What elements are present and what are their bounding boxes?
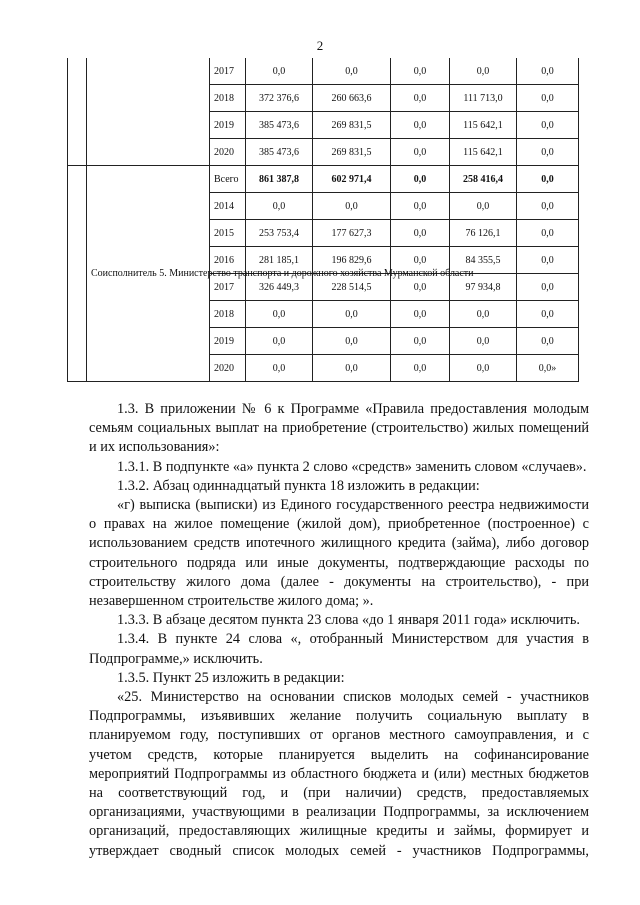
table-cell-v2: 0,0 [313,58,391,85]
table-cell-v2: 0,0 [313,193,391,220]
table-cell-v3: 0,0 [391,166,450,193]
table-cell-v2: 196 829,6 [313,247,391,274]
table-cell-v5: 0,0» [517,355,579,382]
table-cell-v1: 326 449,3 [246,274,313,301]
table-cell-number-empty [68,58,87,166]
table-cell-v2: 269 831,5 [313,139,391,166]
table-cell-v3: 0,0 [391,301,450,328]
table-cell-v1: 0,0 [246,193,313,220]
table-cell-v3: 0,0 [391,220,450,247]
budget-table [67,58,579,382]
table-cell-v4: 0,0 [450,58,517,85]
table-cell-year: 2017 [210,58,246,85]
table-cell-v1: 385 473,6 [246,139,313,166]
table-row [68,166,579,193]
paragraph-1-3: 1.3. В приложении № 6 к Программе «Правила предоставления молодым семьям социальных выплат на приобретение (строительство) жилых помещений и их использования»: [89,401,589,456]
table-cell-year: 2019 [210,328,246,355]
table-cell-v5: 0,0 [517,328,579,355]
paragraph-1-3-1: 1.3.1. В подпункте «а» пункта 2 слово «средств» заменить словом «случаев». [117,458,587,475]
table-cell-v1: 0,0 [246,355,313,382]
table-cell-v3: 0,0 [391,328,450,355]
table-cell-v3: 0,0 [391,193,450,220]
paragraph-1-3-3: 1.3.3. В абзаце десятом пункта 23 слова «до 1 января 2011 года» исключить. [117,612,580,629]
table-cell-v3: 0,0 [391,58,450,85]
table-cell-v1: 0,0 [246,328,313,355]
table-cell-year: 2015 [210,220,246,247]
table-cell-v4: 0,0 [450,328,517,355]
table-cell-year: 2017 [210,274,246,301]
table-cell-v5: 0,0 [517,85,579,112]
table-cell-number-empty [68,166,87,382]
table-cell-year: 2019 [210,112,246,139]
table-cell-v2: 177 627,3 [313,220,391,247]
table-cell-v5: 0,0 [517,301,579,328]
table-cell-year: 2020 [210,355,246,382]
table-cell-v4: 0,0 [450,355,517,382]
table-cell-v2: 260 663,6 [313,85,391,112]
table-cell-v5: 0,0 [517,220,579,247]
table-cell-v1: 0,0 [246,58,313,85]
table-cell-v1: 253 753,4 [246,220,313,247]
table-cell-v2: 228 514,5 [313,274,391,301]
table-cell-v2: 0,0 [313,301,391,328]
paragraph-1-3-5: 1.3.5. Пункт 25 изложить в редакции: [117,669,345,686]
table-cell-v1: 281 185,1 [246,247,313,274]
table-cell-v2: 0,0 [313,355,391,382]
table-cell-v5: 0,0 [517,112,579,139]
table-cell-v3: 0,0 [391,85,450,112]
table-cell-v3: 0,0 [391,139,450,166]
table-cell-v4: 115 642,1 [450,139,517,166]
paragraph-quote-25: «25. Министерство на основании списков молодых семей - участников Подпрограммы, изъявивших желание получить социальную выплату в планируемом году, поступивших от органов местного самоуправления, и с учетом средств, которые планируется выделить на софинансирование мероприятий Подпрограммы из областного бюджета и (или) местных бюджетов на соответствующий год, и (при наличии) средств, предоставляемых организациями, участвующими в реализации Подпрограммы, за исключением организаций, предоставляющих жилищные кредиты и займы, формирует и утверждает сводный список молодых семей - участников Подпрограммы, [89,689,589,859]
table-cell-executor-empty [87,58,210,166]
table-cell-v5: 0,0 [517,58,579,85]
table-row [68,58,579,85]
table-cell-year: 2018 [210,301,246,328]
table-cell-v3: 0,0 [391,274,450,301]
table-cell-v4: 76 126,1 [450,220,517,247]
table-cell-v5: 0,0 [517,166,579,193]
table-cell-v1: 385 473,6 [246,112,313,139]
paragraph-1-3-4: 1.3.4. В пункте 24 слова «, отобранный Министерством для участия в Подпрограмме,» исключить. [89,631,589,667]
table-cell-v1: 0,0 [246,301,313,328]
document-body [89,400,589,861]
table-cell-v4: 111 713,0 [450,85,517,112]
table-cell-v5: 0,0 [517,247,579,274]
table-cell-year: 2018 [210,85,246,112]
table-cell-year: 2016 [210,247,246,274]
page-number: 2 [316,38,324,53]
table-cell-v5: 0,0 [517,193,579,220]
table-cell-v4: 0,0 [450,301,517,328]
table-cell-v4: 115 642,1 [450,112,517,139]
budget-table-body [68,58,579,382]
table-cell-v3: 0,0 [391,247,450,274]
table-cell-v4: 0,0 [450,193,517,220]
table-cell-v5: 0,0 [517,274,579,301]
table-cell-v2: 269 831,5 [313,112,391,139]
table-cell-v1: 372 376,6 [246,85,313,112]
table-cell-v5: 0,0 [517,139,579,166]
table-cell-v3: 0,0 [391,112,450,139]
table-cell-v2: 0,0 [313,328,391,355]
coexecutor-label: Соисполнитель 5. Министерство транспорта и дорожного хозяйства Мурманской области [87,166,210,382]
table-cell-v4: 258 416,4 [450,166,517,193]
table-cell-year: Всего [210,166,246,193]
table-cell-year: 2014 [210,193,246,220]
table-cell-v3: 0,0 [391,355,450,382]
table-cell-v4: 84 355,5 [450,247,517,274]
table-cell-v1: 861 387,8 [246,166,313,193]
paragraph-1-3-2: 1.3.2. Абзац одиннадцатый пункта 18 изложить в редакции: [117,477,480,494]
table-cell-v2: 602 971,4 [313,166,391,193]
paragraph-quote-g: «г) выписка (выписки) из Единого государственного реестра недвижимости о правах на жилое помещение (жилой дом), приобретенное (построенное) с использованием средств ипотечного жилищного кредита (займа), либо договор строительного подряда или иные документы, подтверждающие расходы по строительству жилого дома (далее - документы на строительство), - при незавершенном строительстве жилого дома; ». [89,497,589,610]
table-cell-v4: 97 934,8 [450,274,517,301]
table-cell-year: 2020 [210,139,246,166]
